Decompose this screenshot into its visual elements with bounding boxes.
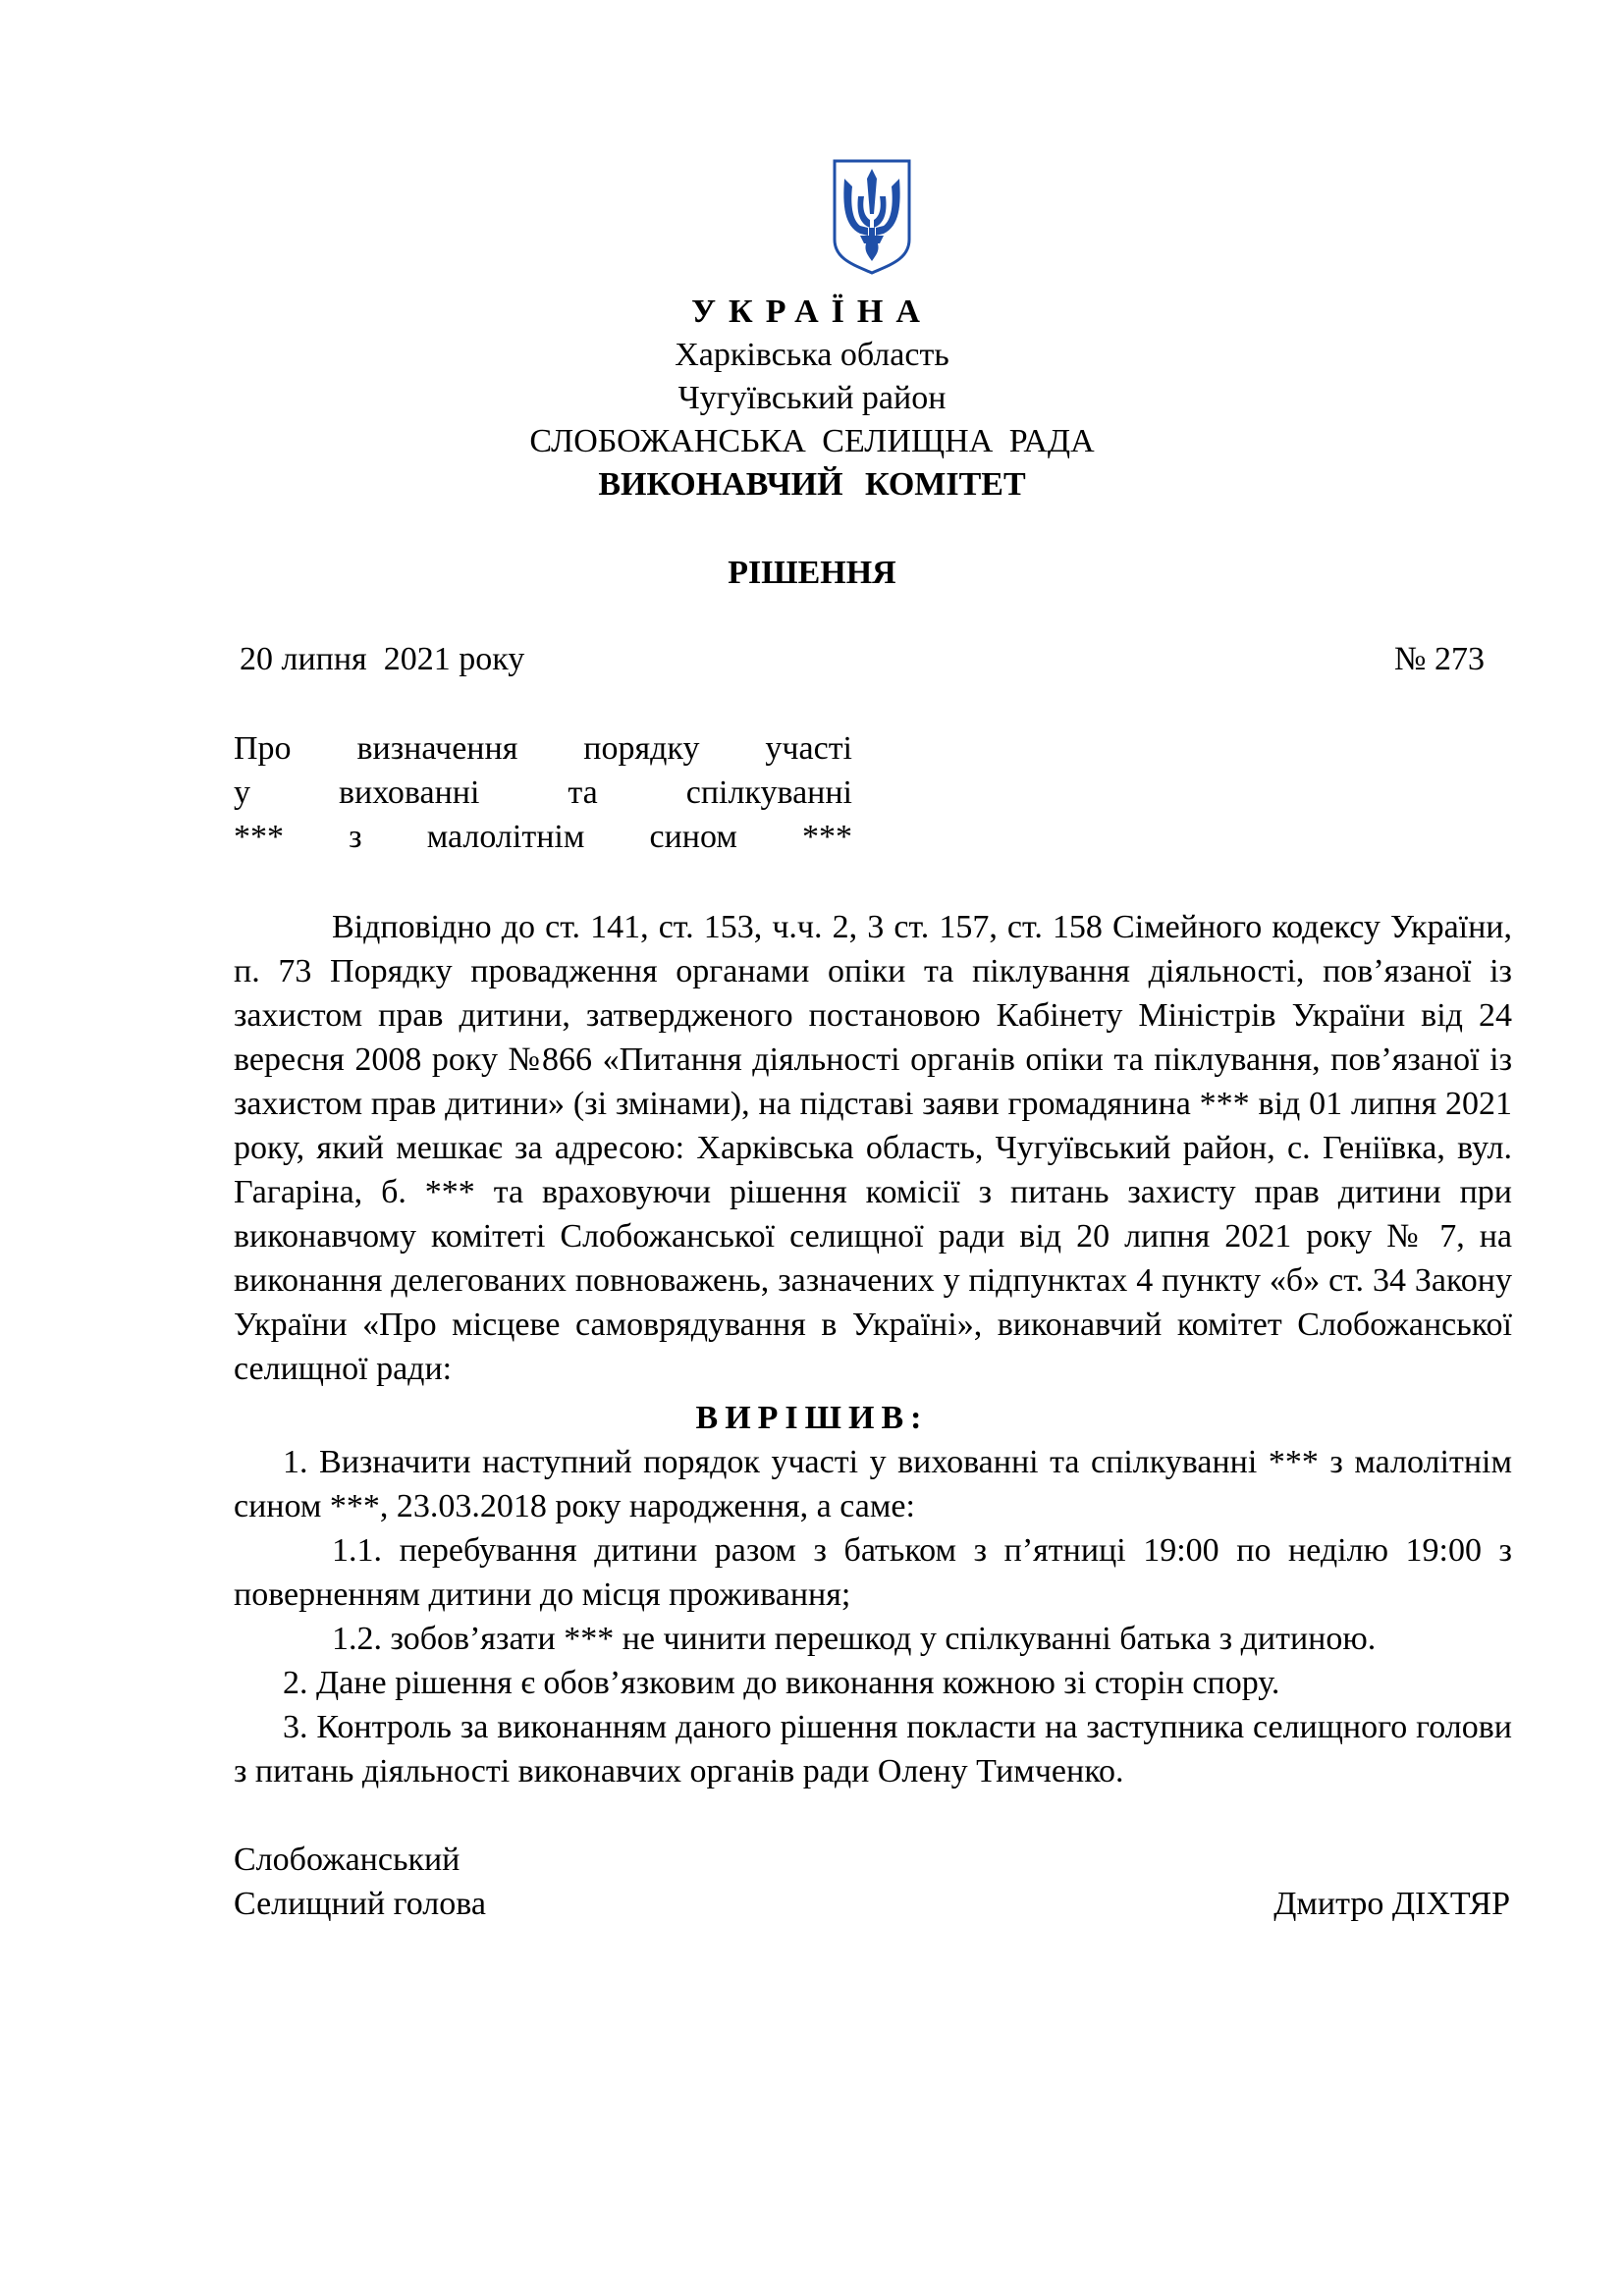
document-number: № 273 bbox=[1394, 641, 1485, 677]
signatory-name: Дмитро ДІХТЯР bbox=[1273, 1886, 1510, 1922]
committee-name: ВИКОНАВЧИЙ КОМІТЕТ bbox=[598, 466, 1026, 503]
decision-item-2: 2. Дане рішення є обов’язковим до виконання кожною зі сторін спору. bbox=[283, 1665, 1280, 1701]
council-name: СЛОБОЖАНСЬКА СЕЛИЩНА РАДА bbox=[529, 423, 1095, 459]
subject-line: *** з малолітнім сином *** bbox=[234, 819, 852, 855]
decision-item-1: 1. Визначити наступний порядок участі у вихованні та спілкуванні *** з малолітнім сином ***, 23.03.2018 року народження, а саме: bbox=[234, 1444, 1512, 1524]
document-subject bbox=[234, 726, 852, 859]
preamble-paragraph: Відповідно до ст. 141, ст. 153, ч.ч. 2, 3 ст. 157, ст. 158 Сімейного кодексу України, п. 73 Порядку провадження органами опіки та піклування діяльності, пов’язаної із захистом прав дитини, затвердженого постановою Кабінету Міністрів України від 24 вересня 2008 року №866 «Питання діяльності органів опіки та піклування, пов’язаної із захистом прав дитини» (зі змінами), на підставі заяви громадянина *** від 01 липня 2021 року, який мешкає за адресою: Харківська область, Чугуївський район, с. Геніївка, вул. Гагаріна, б. *** та враховуючи рішення комісії з питань захисту прав дитини при виконавчому комітеті Слобожанської селищної ради від 20 липня 2021 року № 7, на виконання делегованих повноважень, зазначених у підпунктах 4 пункту «б» ст. 34 Закону України «Про місцеве самоврядування в Україні», виконавчий комітет Слобожанської селищної ради: bbox=[234, 909, 1512, 1387]
decision-item-1-2: 1.2. зобов’язати *** не чинити перешкод у спілкуванні батька з дитиною. bbox=[332, 1621, 1377, 1657]
document-date: 20 липня 2021 року bbox=[240, 641, 525, 677]
country-name: УКРАЇНА bbox=[691, 294, 933, 330]
signatory-position-line-2: Селищний голова bbox=[234, 1886, 486, 1922]
decision-item-3: 3. Контроль за виконанням даного рішення покласти на заступника селищного голови з питань діяльності виконавчих органів ради Олену Тимченко. bbox=[234, 1709, 1512, 1789]
region-name: Харківська область bbox=[675, 337, 949, 373]
district-name: Чугуївський район bbox=[677, 380, 947, 416]
decided-heading: ВИРІШИВ: bbox=[695, 1400, 929, 1436]
trident-coat-of-arms-icon bbox=[831, 157, 913, 277]
decision-item-1-1: 1.1. перебування дитини разом з батьком з п’ятниці 19:00 по неділю 19:00 з поверненням дитини до місця проживання; bbox=[234, 1532, 1512, 1613]
signatory-position-line-1: Слобожанський bbox=[234, 1842, 460, 1878]
document-title: РІШЕННЯ bbox=[728, 555, 896, 591]
subject-line: у вихованні та спілкуванні bbox=[234, 774, 852, 811]
subject-line: Про визначення порядку участі bbox=[234, 730, 852, 767]
